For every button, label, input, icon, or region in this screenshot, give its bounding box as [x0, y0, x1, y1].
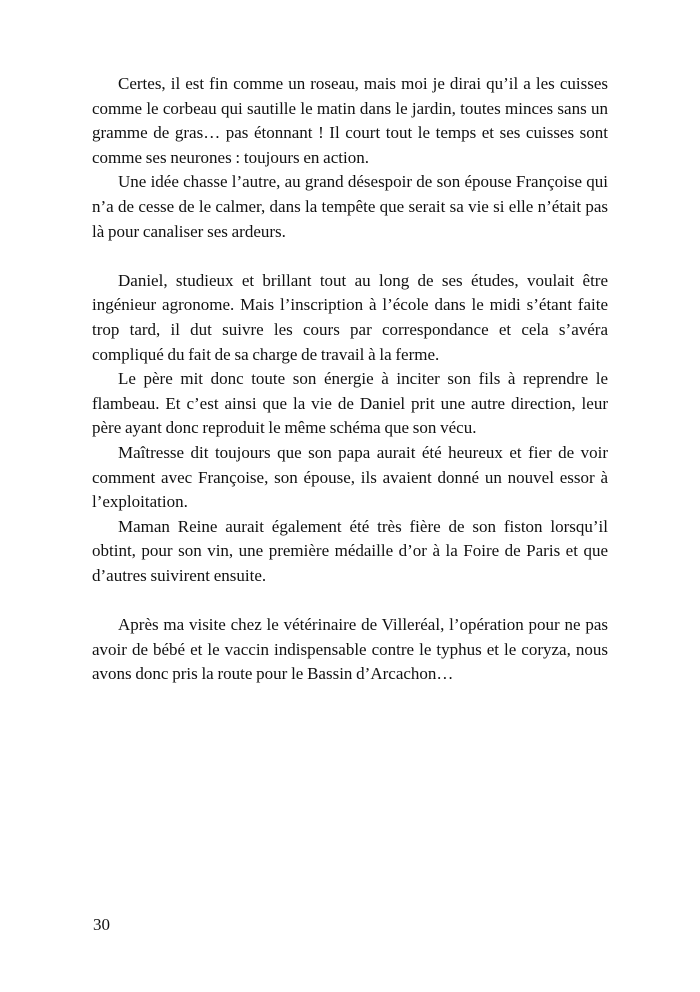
paragraph-spacer: [92, 244, 608, 269]
page-body: [92, 72, 608, 687]
paragraph-1: Certes, il est fin comme un roseau, mais moi je dirai qu’il a les cuisses comme le corbeau qui sautille le matin dans le jardin, toutes minces sans un gramme de gras… pas étonnant ! Il court tout le temps et ses cuisses sont comme ses neurones : toujours en action.: [92, 74, 608, 167]
paragraph-7: Après ma visite chez le vétérinaire de Villeréal, l’opération pour ne pas avoir de bébé et le vaccin indispensable contre le typhus et le coryza, nous avons donc pris la route pour le Bassin d’Arcachon…: [92, 615, 608, 684]
paragraph-2: Une idée chasse l’autre, au grand désespoir de son épouse Françoise qui n’a de cesse de le calmer, dans la tempête que serait sa vie si elle n’était pas là pour canaliser ses ardeurs.: [92, 172, 608, 241]
paragraph-spacer: [92, 588, 608, 613]
paragraph-5: Maîtresse dit toujours que son papa aurait été heureux et fier de voir comment avec Françoise, son épouse, ils avaient donné un nouvel essor à l’exploitation.: [92, 442, 608, 512]
page-number: 30: [93, 915, 110, 934]
paragraph-6: Maman Reine aurait également été très fière de son fiston lorsqu’il obtint, pour son vin, une première médaille d’or à la Foire de Paris et que d’autres suivirent ensuite.: [92, 516, 608, 585]
paragraph-3: Daniel, studieux et brillant tout au long de ses études, voulait être ingénieur agronome. Mais l’inscription à l’école dans le midi s’étant faite trop tard, il dut suivre les cours par correspondance et cela s’avéra compliqué du fait de sa charge de travail à la ferme.: [92, 270, 608, 364]
paragraph-4: Le père mit donc toute son énergie à inciter son fils à reprendre le flambeau. Et c’est ainsi que la vie de Daniel prit une autre direction, leur père ayant donc reproduit le même schéma que son vécu.: [92, 369, 608, 438]
